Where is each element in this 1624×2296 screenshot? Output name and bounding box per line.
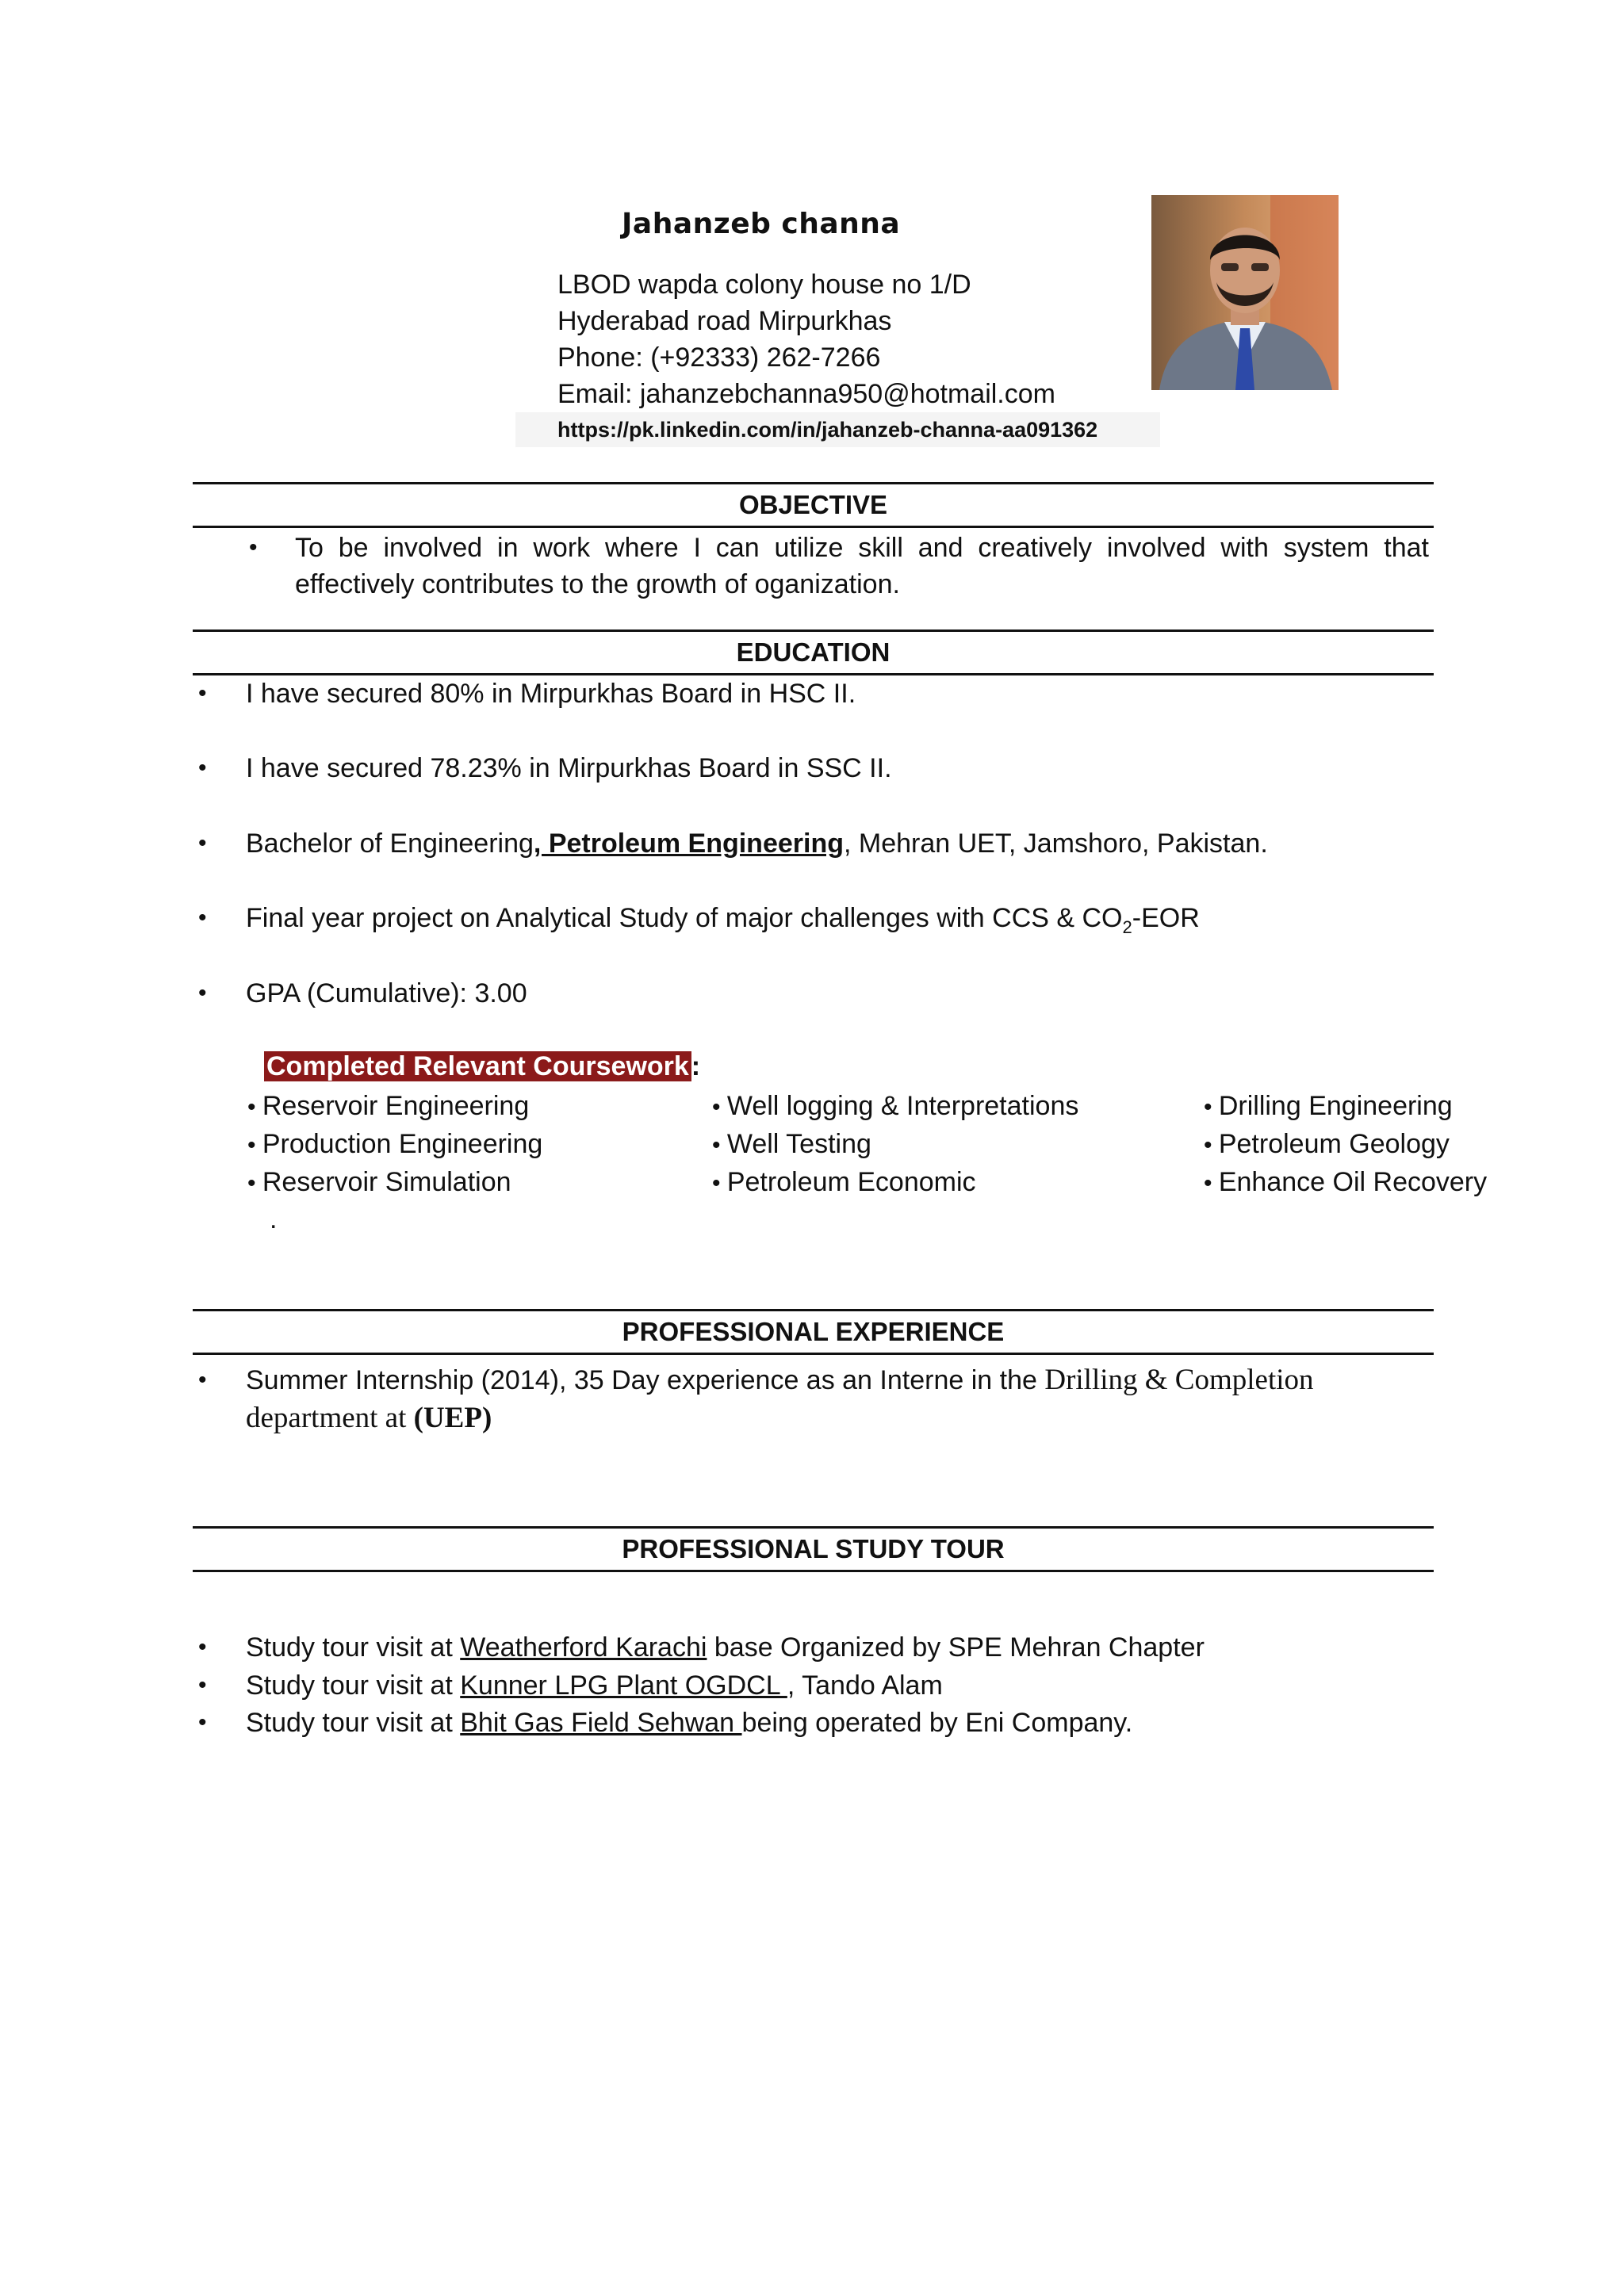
contact-block	[557, 266, 1160, 447]
education-gpa: GPA (Cumulative): 3.00	[246, 978, 527, 1008]
tour-3-suffix: being operated by Eni Company.	[741, 1708, 1133, 1738]
coursework-item: • Production Engineering	[247, 1125, 542, 1165]
coursework-item: • Reservoir Engineering	[247, 1087, 529, 1127]
tour-2-suffix: , Tando Alam	[787, 1670, 943, 1701]
objective-heading: OBJECTIVE	[193, 482, 1434, 528]
address-line-1: LBOD wapda colony house no 1/D	[557, 270, 971, 300]
profile-photo	[1151, 195, 1339, 390]
experience-heading: PROFESSIONAL EXPERIENCE	[193, 1309, 1434, 1355]
experience-department-at: department at	[246, 1402, 414, 1434]
bullet-icon: •	[198, 1709, 207, 1735]
study-tour-1	[246, 1629, 1205, 1666]
address-line-2: Hyderabad road Mirpurkhas	[557, 306, 892, 336]
coursework-colon: :	[691, 1051, 701, 1081]
tour-3-link[interactable]: Bhit Gas Field Sehwan	[460, 1708, 742, 1738]
candidate-name: Jahanzeb channa	[622, 208, 901, 240]
study-tour-2	[246, 1667, 943, 1704]
experience-department: Drilling & Completion	[1044, 1364, 1314, 1396]
education-bachelor	[246, 825, 1268, 862]
study-tour-heading: PROFESSIONAL STUDY TOUR	[193, 1526, 1434, 1572]
tour-3-prefix: Study tour visit at	[246, 1708, 461, 1738]
education-ssc: I have secured 78.23% in Mirpurkhas Board in SSC II.	[246, 753, 892, 783]
coursework-label	[264, 1048, 700, 1085]
linkedin-url[interactable]: https://pk.linkedin.com/in/jahanzeb-channa-aa091362	[515, 412, 1160, 447]
coursework-item: • Drilling Engineering	[1204, 1087, 1453, 1127]
bullet-icon: •	[249, 534, 258, 561]
bullet-icon: •	[198, 755, 207, 781]
experience-company: (UEP)	[413, 1402, 492, 1434]
coursework-dot: .	[270, 1204, 278, 1234]
bullet-icon: •	[198, 1634, 207, 1660]
tour-1-link[interactable]: Weatherford Karachi	[460, 1632, 707, 1663]
project-title: Final year project on Analytical Study of major challenges with CCS & CO	[246, 903, 1123, 933]
education-hsc: I have secured 80% in Mirpurkhas Board in HSC II.	[246, 679, 856, 709]
experience-internship: Summer Internship (2014), 35 Day experience as an Interne in the	[246, 1365, 1045, 1395]
project-subscript: 2	[1122, 916, 1132, 937]
bullet-icon: •	[198, 1672, 207, 1698]
bullet-icon: •	[198, 680, 207, 706]
education-project	[246, 900, 1200, 946]
tour-1-suffix: base Organized by SPE Mehran Chapter	[707, 1632, 1205, 1663]
bachelor-field: , Petroleum Engineering	[533, 828, 844, 859]
bullet-icon: •	[198, 905, 207, 931]
project-suffix: -EOR	[1132, 903, 1200, 933]
email-address: Email: jahanzebchanna950@hotmail.com	[557, 379, 1055, 409]
coursework-title: Completed Relevant Coursework	[264, 1051, 691, 1081]
bullet-icon: •	[198, 980, 207, 1006]
phone-number: Phone: (+92333) 262-7266	[557, 342, 881, 373]
coursework-item: • Reservoir Simulation	[247, 1163, 511, 1203]
bullet-icon: •	[198, 830, 207, 856]
bullet-icon: •	[198, 1367, 207, 1393]
study-tour-3	[246, 1705, 1132, 1741]
tour-2-link[interactable]: Kunner LPG Plant OGDCL	[460, 1670, 787, 1701]
education-heading: EDUCATION	[193, 629, 1434, 675]
coursework-item: • Petroleum Economic	[712, 1163, 976, 1203]
coursework-item: • Petroleum Geology	[1204, 1125, 1450, 1165]
objective-text: To be involved in work where I can utilize skill and creatively involved with system that effectively contributes to the growth of oganization.	[295, 533, 1429, 599]
tour-1-prefix: Study tour visit at	[246, 1632, 461, 1663]
tour-2-prefix: Study tour visit at	[246, 1670, 461, 1701]
bachelor-institution: , Mehran UET, Jamshoro, Pakistan.	[844, 828, 1268, 859]
experience-line-2	[246, 1400, 492, 1437]
experience-line-1	[246, 1362, 1314, 1399]
profile-photo-image	[1151, 195, 1339, 390]
bachelor-degree: Bachelor of Engineering	[246, 828, 534, 859]
coursework-item: • Well Testing	[712, 1125, 871, 1165]
coursework-item: • Enhance Oil Recovery	[1204, 1163, 1487, 1203]
coursework-item: • Well logging & Interpretations	[712, 1087, 1078, 1127]
